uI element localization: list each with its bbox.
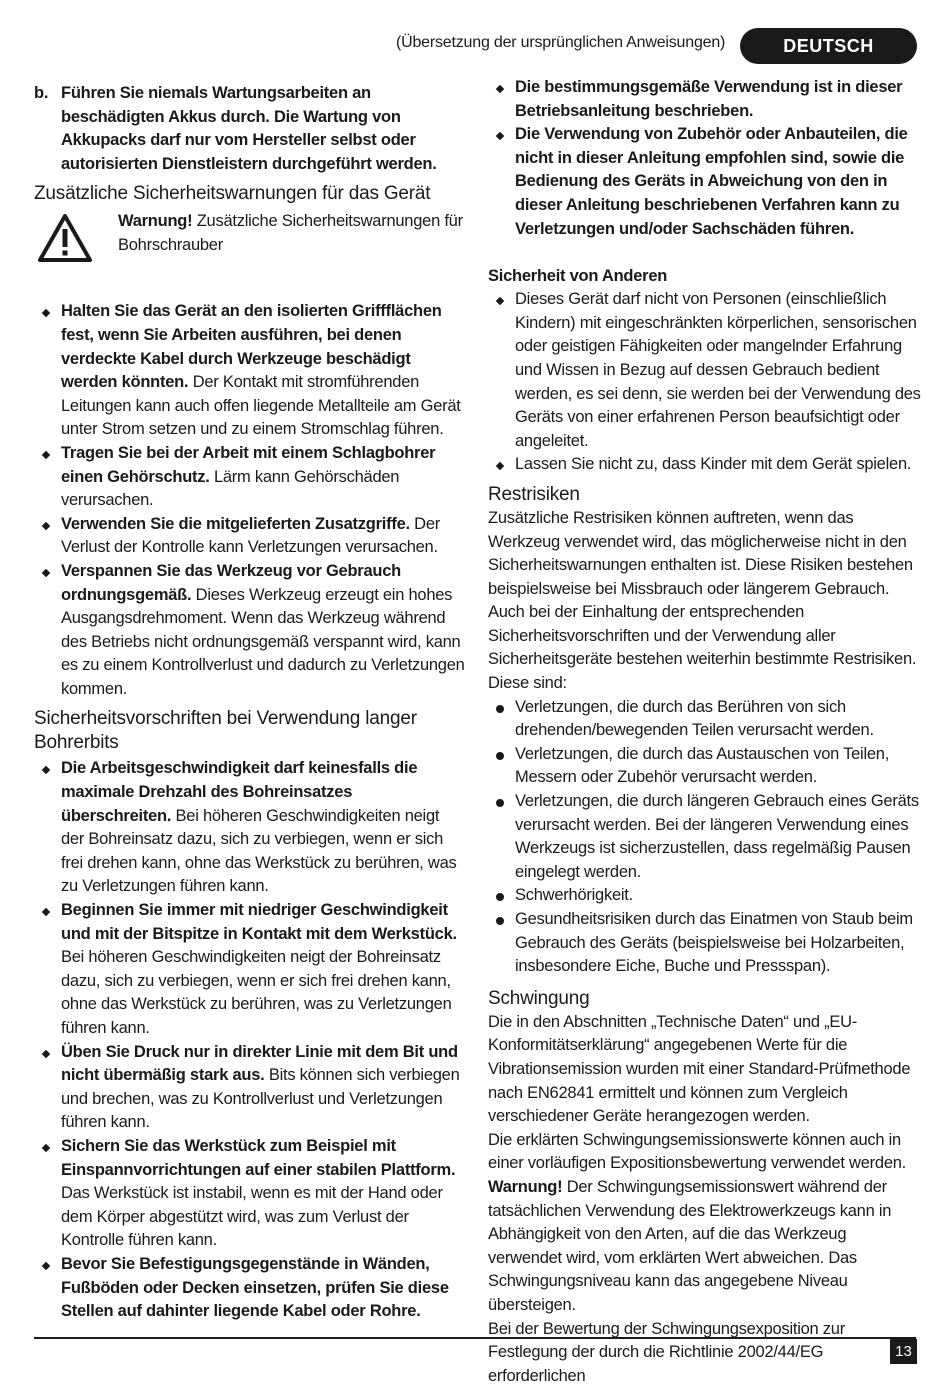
vibration-warning-label: Warnung!: [488, 1178, 562, 1196]
item-text: Bei höheren Geschwindigkeiten neigt der Bohreinsatz dazu, sich zu verbiegen, wenn er sich frei drehen kann, ohne das Werkstück zu berühren, was zu Verletzungen führen kann.: [61, 948, 452, 1037]
item-bold: Üben Sie Druck nur in direkter Linie mit dem Bit und nicht übermäßig stark aus.: [61, 1043, 458, 1085]
item-b-text: Führen Sie niemals Wartungsarbeiten an beschädigten Akkus durch. Die Wartung von Akkupacks darf nur vom Hersteller selbst oder autorisierten Dienstleistern durchgeführt werden.: [61, 84, 437, 173]
item-bold: Die Verwendung von Zubehör oder Anbauteilen, die nicht in dieser Anleitung empfohlen sind, sowie die Bedienung des Geräts in Abweichung von den in dieser Anleitung beschriebenen Verfahren kann zu Verletzungen und/oder Sachschäden führen.: [515, 125, 908, 237]
item-text: Gesundheitsrisiken durch das Einatmen von Staub beim Gebrauch des Geräts (beispielsweise bei Holzarbeiten, insbesondere Eiche, Buche und Pressspan).: [515, 910, 913, 975]
list-item: [488, 743, 922, 790]
list-item: [488, 790, 922, 884]
item-text: Schwerhörigkeit.: [515, 886, 633, 904]
item-bold: Die bestimmungsgemäße Verwendung ist in dieser Betriebsanleitung beschrieben.: [515, 78, 902, 120]
list-item: [34, 1253, 466, 1324]
item-text: Bei höheren Geschwindigkeiten neigt der Bohreinsatz dazu, sich zu verbiegen, wenn er sich frei drehen kann, ohne das Werkstück zu berühren, was zu Verletzungen führen kann.: [61, 807, 457, 896]
item-text: Dieses Werkzeug erzeugt ein hohes Ausgangsdrehmoment. Wenn das Werkzeug während des Betriebs nicht ordnungsgemäß verspannt wird, kann es zu einem Kontrollverlust und dadurch zu Verletzungen kommen.: [61, 586, 465, 698]
list-item: [34, 899, 466, 1041]
language-badge: DEUTSCH: [740, 28, 917, 64]
vibration-warning: [488, 1176, 922, 1318]
warning-body: Zusätzliche Sicherheitswarnungen für Bohrschrauber: [118, 212, 463, 254]
list-item: [488, 453, 922, 477]
vibration-paragraph-3: Bei der Bewertung der Schwingungsexposition zur Festlegung der durch die Richtlinie 2002/44/EG erforderlichen: [488, 1318, 922, 1388]
warning-block: [34, 210, 466, 284]
item-text: Verletzungen, die durch das Austauschen von Teilen, Messern oder Zubehör verursacht werden.: [515, 745, 889, 787]
footer-divider: [34, 1337, 916, 1339]
section-title-vibration: Schwingung: [488, 987, 922, 1011]
list-item: [34, 1041, 466, 1135]
section-title-long-bits: Sicherheitsvorschriften bei Verwendung langer Bohrerbits: [34, 707, 466, 755]
list-item: [488, 123, 922, 241]
right-column: [488, 76, 922, 1388]
header-subtitle: (Übersetzung der ursprünglichen Anweisungen): [396, 34, 725, 52]
item-bold: Beginnen Sie immer mit niedriger Geschwindigkeit und mit der Bitspitze in Kontakt mit dem Werkstück.: [61, 901, 457, 943]
item-text: Lassen Sie nicht zu, dass Kinder mit dem Gerät spielen.: [515, 455, 911, 473]
vibration-warning-text: Der Schwingungsemissionswert während der tatsächlichen Verwendung des Elektrowerkzeugs kann in Abhängigkeit von den Arten, auf die das Werkzeug verwendet wird, vom erklärten Wert abweichen. Das Schwingungsniveau kann das angegebene Niveau übersteigen.: [488, 1178, 891, 1314]
list-item: [488, 288, 922, 453]
item-text: Lärm kann Gehörschäden verursachen.: [61, 468, 399, 510]
item-bold: Verspannen Sie das Werkzeug vor Gebrauch ordnungsgemäß.: [61, 562, 401, 604]
item-text: Der Verlust der Kontrolle kann Verletzungen verursachen.: [61, 515, 440, 557]
item-text: Verletzungen, die durch das Berühren von sich drehenden/bewegenden Teilen verursacht werden.: [515, 698, 874, 740]
list-item: [34, 513, 466, 560]
warning-text: [118, 210, 466, 257]
item-bold: Bevor Sie Befestigungsgegenstände in Wänden, Fußböden oder Decken einsetzen, prüfen Sie diese Stellen auf dahinter liegende Kabel oder Rohre.: [61, 1255, 449, 1320]
list-item: [34, 1135, 466, 1253]
vibration-paragraph-2: Die erklärten Schwingungsemissionswerte können auch in einer vorläufigen Expositionsbewertung verwendet werden.: [488, 1129, 922, 1176]
list-item: [488, 884, 922, 908]
warning-label: Warnung!: [118, 212, 192, 230]
list-item: [488, 696, 922, 743]
list-item: [34, 442, 466, 513]
list-item: [34, 300, 466, 442]
list-item-b: [34, 82, 466, 176]
item-text: Das Werkstück ist instabil, wenn es mit der Hand oder dem Körper abgestützt wird, was zum Verlust der Kontrolle führen kann.: [61, 1184, 443, 1249]
item-bold: Tragen Sie bei der Arbeit mit einem Schlagbohrer einen Gehörschutz.: [61, 444, 435, 486]
list-item: [488, 76, 922, 123]
section-title-others-safety: Sicherheit von Anderen: [488, 265, 922, 288]
list-marker: b.: [34, 82, 48, 106]
list-item: [34, 560, 466, 702]
page-number: 13: [890, 1339, 917, 1364]
section-title-additional-warnings: Zusätzliche Sicherheitswarnungen für das Gerät: [34, 182, 466, 206]
warning-triangle-icon: [38, 214, 92, 262]
list-item: [488, 908, 922, 979]
left-column: [34, 82, 466, 1324]
section-title-residual-risks: Restrisiken: [488, 483, 922, 507]
list-item: [34, 757, 466, 899]
item-bold: Verwenden Sie die mitgelieferten Zusatzgriffe.: [61, 515, 410, 533]
item-bold: Halten Sie das Gerät an den isolierten Griffflächen fest, wenn Sie Arbeiten ausführen, bei denen verdeckte Kabel durch Werkzeuge beschädigt werden könnten.: [61, 302, 442, 391]
item-text: Der Kontakt mit stromführenden Leitungen kann auch offen liegende Metallteile am Gerät unter Strom setzen und zu einem Stromschlag führen.: [61, 373, 461, 438]
item-text: Bits können sich verbiegen und brechen, was zu Kontrollverlust und Verletzungen führen kann.: [61, 1066, 460, 1131]
residual-intro: Zusätzliche Restrisiken können auftreten, wenn das Werkzeug verwendet wird, das möglicherweise nicht in den Sicherheitswarnungen enthalten ist. Diese Risiken bestehen beispielsweise bei Missbrauch oder längerem Gebrauch. Auch bei der Einhaltung der entsprechenden Sicherheitsvorschriften und der Verwendung aller Sicherheitsgeräte bestehen weiterhin bestimmte Restrisiken. Diese sind:: [488, 507, 922, 696]
item-bold: Die Arbeitsgeschwindigkeit darf keinesfalls die maximale Drehzahl des Bohreinsatzes überschreiten.: [61, 759, 417, 824]
item-text: Dieses Gerät darf nicht von Personen (einschließlich Kindern) mit eingeschränkten körperlichen, sensorischen oder geistigen Fähigkeiten oder mangelnder Erfahrung und Wissen in Bezug auf dessen Gebrauch bedient werden, es sei denn, sie werden bei der Verwendung des Geräts von einer erfahrenen Person beaufsichtigt oder angeleitet.: [515, 290, 921, 450]
item-bold: Sichern Sie das Werkstück zum Beispiel mit Einspannvorrichtungen auf einer stabilen Plattform.: [61, 1137, 455, 1179]
item-text: Verletzungen, die durch längeren Gebrauch eines Geräts verursacht werden. Bei der längeren Verwendung eines Werkzeugs ist sicherzustellen, dass regelmäßig Pausen eingelegt werden.: [515, 792, 919, 881]
vibration-paragraph-1: Die in den Abschnitten „Technische Daten“ und „EU-Konformitätserklärung“ angegebenen Werte für die Vibrationsemission wurden mit einer Standard-Prüfmethode nach EN62841 ermittelt und können zum Vergleich verschiedener Geräte herangezogen werden.: [488, 1011, 922, 1129]
